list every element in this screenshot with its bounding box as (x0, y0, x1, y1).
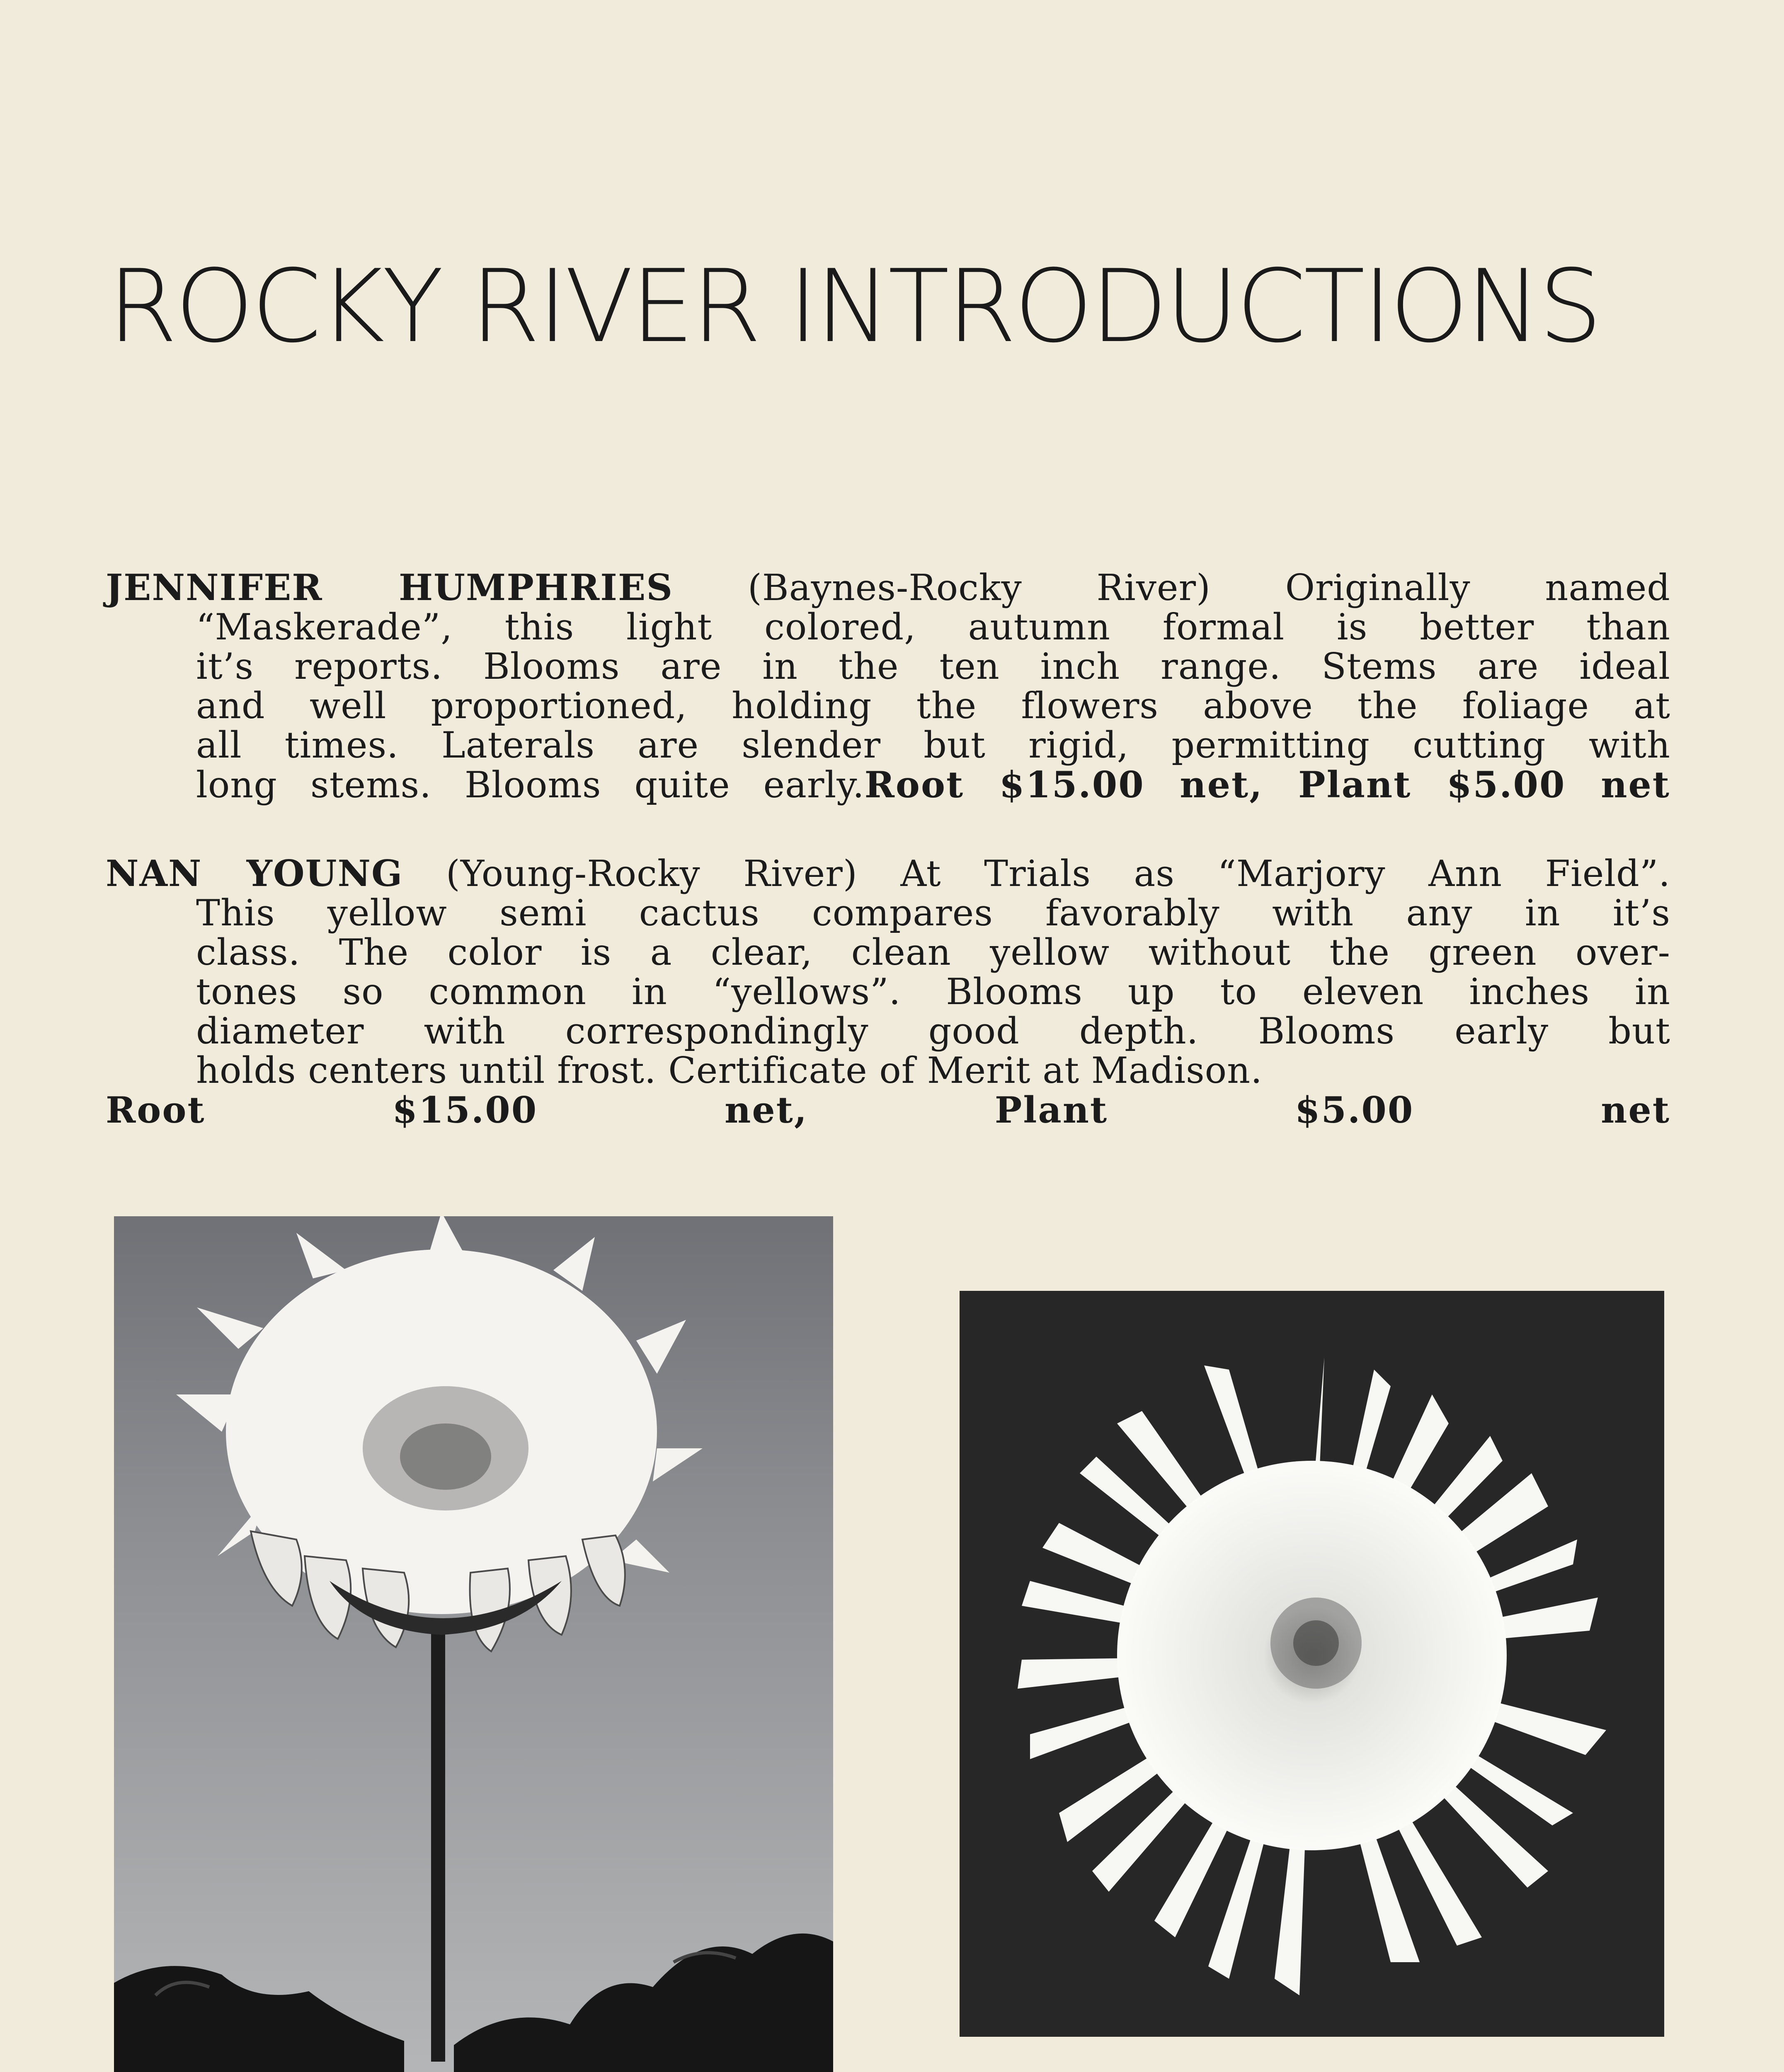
entry-text: diameter with correspondingly good depth. Blooms early but (196, 1010, 1670, 1052)
variety-name: JENNIFER HUMPHRIES (106, 566, 674, 609)
entry-first-line (106, 854, 1670, 893)
entry-text: “Maskerade”, this light colored, autumn formal is better than (196, 606, 1670, 648)
page-title: ROCKY RIVER INTRODUCTIONS (108, 248, 1600, 365)
variety-name: NAN YOUNG (106, 852, 403, 895)
entry-text: long stems. Blooms quite early. (196, 764, 865, 806)
entry-text: it’s reports. Blooms are in the ten inch range. Stems are ideal (196, 645, 1670, 687)
entry-text: tones so common in “yellows”. Blooms up to eleven inches in (196, 971, 1670, 1013)
entry-text: all times. Laterals are slender but rigid, permitting cutting with (196, 724, 1670, 766)
entry-first-line (106, 568, 1670, 608)
nan-young-photo (960, 1291, 1664, 2037)
entry-text: (Young-Rocky River) At Trials as “Marjory Ann Field”. (403, 852, 1671, 895)
entry-text: This yellow semi cactus compares favorably with any in it’s (196, 892, 1670, 934)
entry-price-line (106, 1090, 1670, 1130)
variety-entry-nan-young (106, 854, 1670, 1130)
jennifer-humphries-photo (114, 1216, 833, 2072)
entry-text: and well proportioned, holding the flowers above the foliage at (196, 685, 1670, 727)
price-text: Root $15.00 net, Plant $5.00 net (864, 763, 1670, 806)
dahlia-formal-image (114, 1216, 833, 2072)
entry-last-line (106, 765, 1670, 805)
price-text: Root $15.00 net, Plant $5.00 net (106, 1089, 1670, 1131)
dahlia-semi-cactus-image (960, 1291, 1664, 2037)
entry-text: holds centers until frost. Certificate of Merit at Madison. (196, 1049, 1263, 1092)
entry-text: (Baynes-Rocky River) Originally named (673, 566, 1670, 609)
entry-text: class. The color is a clear, clean yellow without the green over- (196, 931, 1670, 973)
variety-entry-jennifer-humphries (106, 568, 1670, 805)
